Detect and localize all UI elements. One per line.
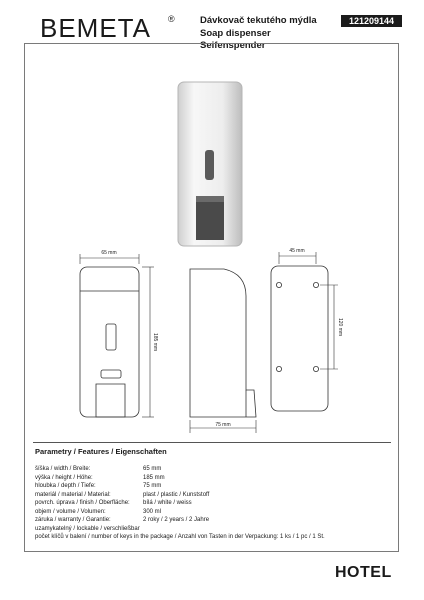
spec-row	[35, 491, 325, 500]
spec-row	[35, 516, 325, 525]
technical-drawings	[24, 240, 399, 440]
spec-value: plast / plastic / Kunststoff	[143, 491, 210, 498]
spec-row	[35, 525, 325, 534]
category-label: HOTEL	[335, 564, 392, 581]
mounting-hole	[313, 282, 318, 287]
spec-label: objem / volume / Volumen:	[35, 508, 106, 515]
dim-depth-label: 75 mm	[215, 422, 231, 428]
product-code-badge: 121209144	[341, 15, 402, 27]
spec-value: 65 mm	[143, 466, 162, 472]
spec-label: materiál / material / Material:	[35, 491, 111, 498]
dim-holes-horizontal-label: 45 mm	[289, 248, 305, 254]
dim-width-label: 65 mm	[101, 250, 117, 256]
spec-label: výška / height / Höhe:	[35, 474, 93, 481]
section-divider	[33, 442, 391, 443]
spec-row	[35, 482, 325, 491]
mounting-hole	[313, 366, 318, 371]
spec-list	[35, 465, 325, 542]
title-czech: Dávkovač tekutého mýdla	[200, 15, 317, 26]
dim-holes-vertical-label: 120 mm	[337, 317, 343, 337]
spec-label: povrch. úprava / finish / Oberfläche:	[35, 500, 130, 506]
side-view	[190, 269, 256, 417]
push-button	[196, 200, 224, 240]
registered-mark: ®	[168, 14, 175, 24]
spec-label: uzamykatelný / lockable / verschließbar	[35, 525, 140, 532]
keys-note: počet klíčů v balení / number of keys in the package / Anzahl von Tasten in der Verpackung: 1 ks / 1 pc / 1 St.	[35, 534, 325, 540]
brand-logo: BEMETA	[40, 13, 151, 43]
features-heading: Parametry / Features / Eigenschaften	[35, 447, 167, 456]
spec-row	[35, 499, 325, 508]
push-button-top	[196, 196, 224, 202]
spec-row	[35, 465, 325, 474]
spec-value: 185 mm	[143, 474, 165, 481]
level-window	[205, 150, 214, 180]
mounting-hole	[276, 282, 281, 287]
spec-value: 2 roky / 2 years / 2 Jahre	[143, 517, 210, 523]
spec-value: 300 ml	[143, 508, 162, 515]
title-english: Soap dispenser	[200, 27, 271, 39]
spec-row	[35, 474, 325, 483]
mounting-hole	[276, 366, 281, 371]
dim-height-label: 185 mm	[152, 332, 158, 352]
title-german: Seifenspender	[200, 40, 266, 51]
spec-value: 75 mm	[143, 483, 162, 489]
spec-row	[35, 508, 325, 517]
spec-label: záruka / warranty / Garantie:	[35, 517, 111, 523]
front-view	[80, 267, 139, 417]
back-view	[271, 266, 328, 411]
spec-value: bílá / white / weiss	[143, 500, 192, 506]
spec-label: šíška / width / Breite:	[35, 466, 91, 472]
spec-label: hloubka / depth / Tiefe:	[35, 483, 96, 489]
product-photo	[176, 80, 244, 248]
